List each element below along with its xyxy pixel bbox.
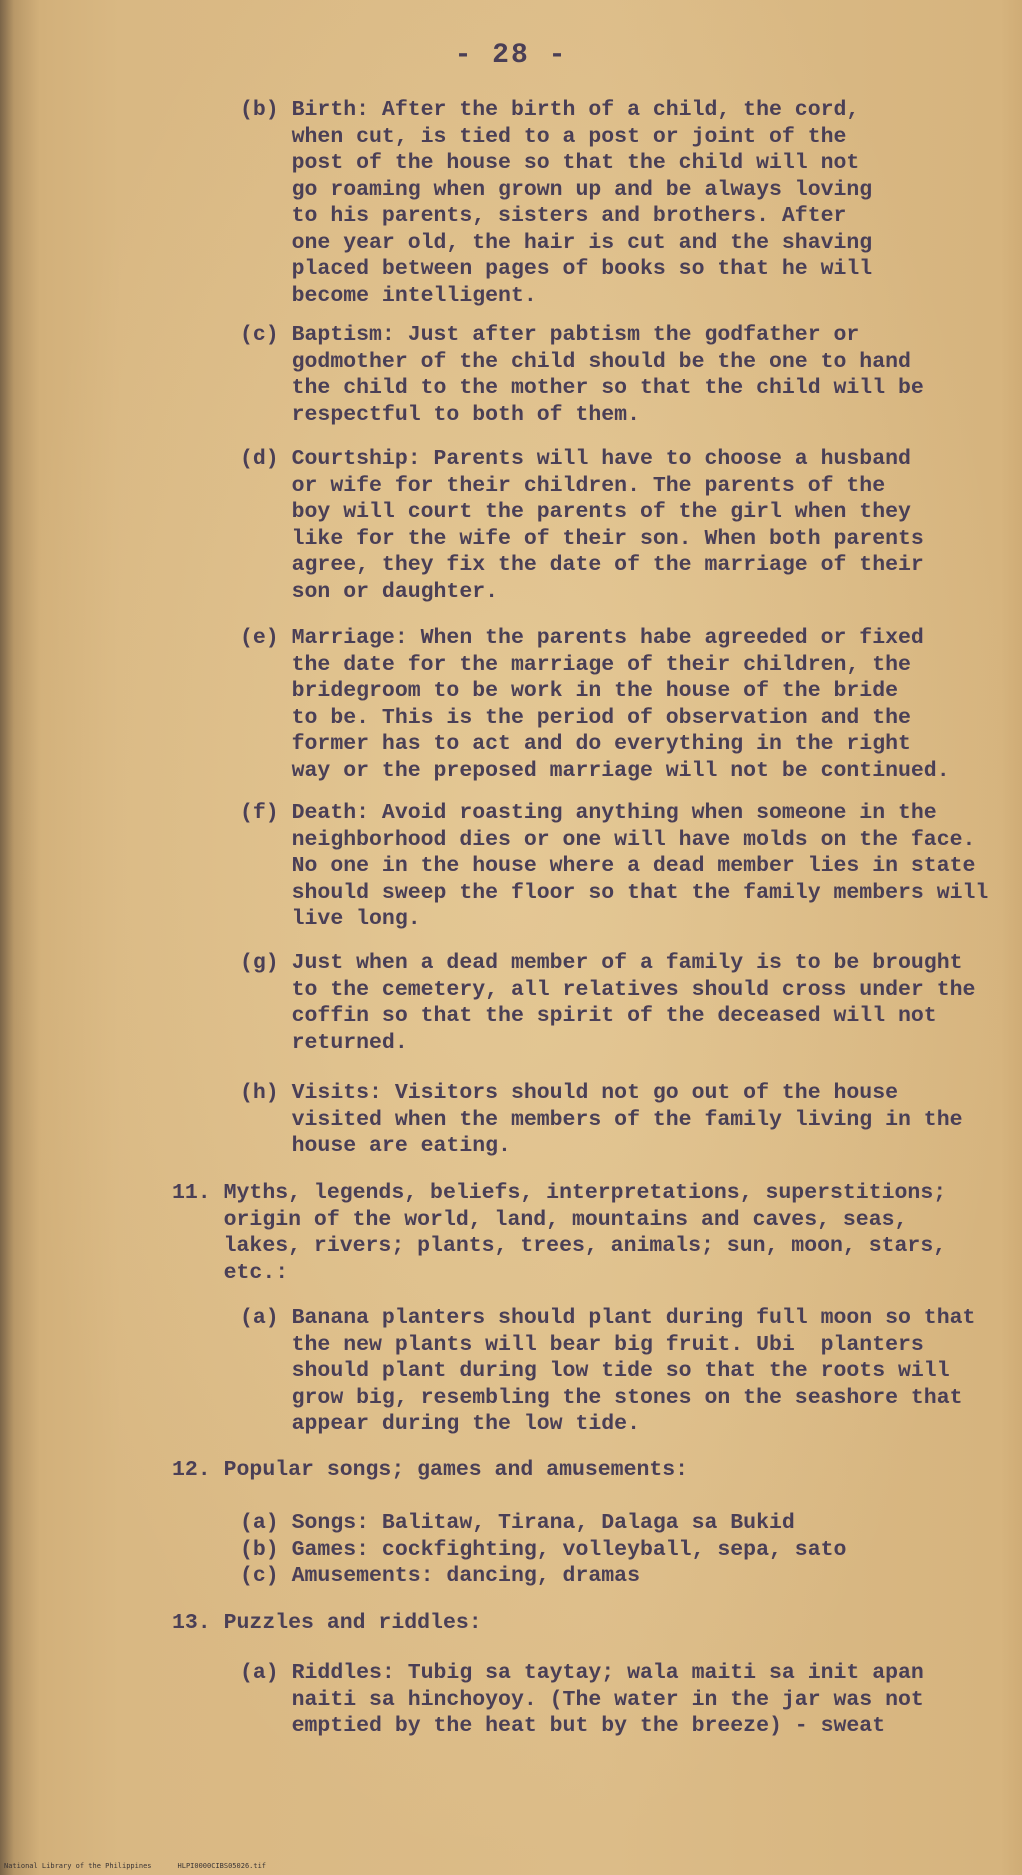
paragraph-marriage — [240, 625, 950, 784]
text-line: one year old, the hair is cut and the shaving — [240, 230, 873, 255]
text-line: (h) Visits: Visitors should not go out of the house — [240, 1081, 899, 1105]
page-number: - 28 - — [454, 40, 568, 71]
text-line: house are eating. — [240, 1134, 511, 1158]
paragraph-riddles — [240, 1660, 924, 1740]
text-line: coffin so that the spirit of the deceased will not — [240, 1004, 937, 1028]
text-line: (c) Amusements: dancing, dramas — [240, 1564, 640, 1588]
text-line: way or the preposed marriage will not be continued. — [240, 758, 950, 783]
text-line: post of the house so that the child will not — [240, 151, 860, 175]
text-line: returned. — [240, 1030, 408, 1055]
text-line: (e) Marriage: When the parents habe agreeded or fixed — [240, 626, 924, 650]
text-line: (d) Courtship: Parents will have to choose a husband — [240, 447, 911, 471]
text-line: lakes, rivers; plants, trees, animals; sun, moon, stars, — [172, 1234, 947, 1258]
text-line: (a) Banana planters should plant during full moon so that — [240, 1306, 976, 1330]
text-line: live long. — [240, 907, 421, 931]
paragraph-baptism — [240, 322, 924, 428]
text-line: (b) Games: cockfighting, volleyball, sepa, sato — [240, 1537, 847, 1562]
text-line: respectful to both of them. — [240, 402, 640, 427]
text-line: like for the wife of their son. When both parents — [240, 526, 924, 551]
text-line: 11. Myths, legends, beliefs, interpretations, superstitions; — [172, 1181, 947, 1205]
paragraph-visits — [240, 1080, 963, 1160]
text-line: 12. Popular songs; games and amusements: — [172, 1458, 689, 1482]
text-line: emptied by the heat but by the breeze) - sweat — [240, 1714, 886, 1738]
text-line: should sweep the floor so that the family members will — [240, 880, 989, 905]
text-line: when cut, is tied to a post or joint of the — [240, 124, 847, 149]
text-line: naiti sa hinchoyoy. (The water in the jar was not — [240, 1687, 924, 1712]
text-line: grow big, resembling the stones on the seashore that — [240, 1385, 963, 1410]
text-line: neighborhood dies or one will have molds on the face. — [240, 827, 976, 852]
text-line: son or daughter. — [240, 579, 499, 604]
text-line: go roaming when grown up and be always loving — [240, 177, 873, 202]
scan-footer — [4, 1862, 292, 1871]
text-line: the child to the mother so that the child will be — [240, 376, 924, 400]
section-12-heading — [172, 1457, 688, 1484]
section-13-heading — [172, 1610, 482, 1637]
text-line: to be. This is the period of observation and the — [240, 705, 911, 730]
text-line: the date for the marriage of their children, the — [240, 652, 911, 677]
text-line: to his parents, sisters and brothers. After — [240, 204, 847, 228]
text-line: (a) Riddles: Tubig sa taytay; wala maiti sa init apan — [240, 1661, 924, 1685]
paragraph-birth — [240, 97, 872, 309]
text-line: (f) Death: Avoid roasting anything when someone in the — [240, 801, 937, 825]
text-line: (c) Baptism: Just after pabtism the godfather or — [240, 323, 860, 347]
text-line: No one in the house where a dead member lies in state — [240, 854, 976, 878]
library-credit: National Library of the Philippines — [4, 1862, 152, 1870]
text-line: placed between pages of books so that he will — [240, 257, 873, 281]
paragraph-banana — [240, 1305, 975, 1438]
text-line: agree, they fix the date of the marriage of their — [240, 553, 924, 577]
text-line: or wife for their children. The parents of the — [240, 473, 886, 498]
text-line: former has to act and do everything in the right — [240, 732, 911, 756]
text-line: appear during the low tide. — [240, 1412, 640, 1436]
text-line: bridegroom to be work in the house of the bride — [240, 679, 899, 703]
paragraph-songs-games — [240, 1510, 846, 1590]
text-line: visited when the members of the family living in the — [240, 1107, 963, 1132]
paragraph-funeral — [240, 950, 975, 1056]
text-line: boy will court the parents of the girl when they — [240, 500, 911, 524]
text-line: godmother of the child should be the one to hand — [240, 349, 911, 374]
text-line: (b) Birth: After the birth of a child, the cord, — [240, 98, 860, 122]
text-line: become intelligent. — [240, 283, 537, 308]
paragraph-courtship — [240, 446, 924, 605]
text-line: (g) Just when a dead member of a family is to be brought — [240, 951, 963, 975]
text-line: to the cemetery, all relatives should cross under the — [240, 977, 976, 1002]
section-11-heading — [172, 1180, 946, 1286]
text-line: etc.: — [172, 1260, 289, 1285]
file-id: HLPI0000CIBS05026.tif — [177, 1862, 267, 1870]
text-line: origin of the world, land, mountains and caves, seas, — [172, 1207, 908, 1232]
text-line: should plant during low tide so that the roots will — [240, 1359, 950, 1383]
text-line: (a) Songs: Balitaw, Tirana, Dalaga sa Bukid — [240, 1511, 795, 1535]
text-line: the new plants will bear big fruit. Ubi planters — [240, 1332, 924, 1357]
paragraph-death — [240, 800, 988, 933]
text-line: 13. Puzzles and riddles: — [172, 1611, 482, 1635]
